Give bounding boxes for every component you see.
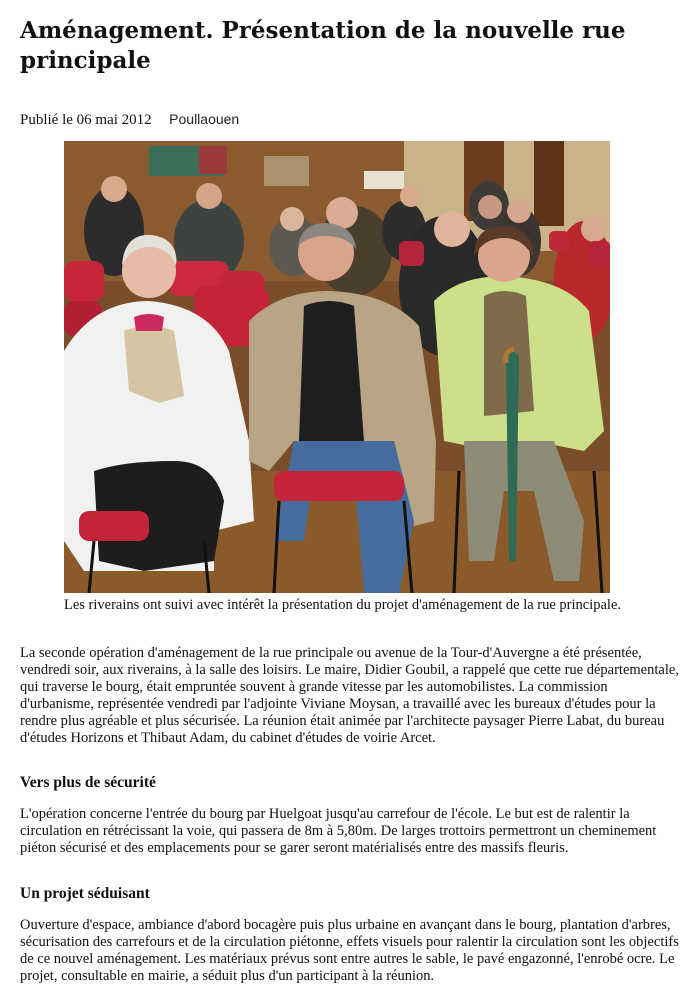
section-paragraph: Ouverture d'espace, ambiance d'abord bocagère puis plus urbaine en avançant dans le bourg, plantation d'arbres, sécurisation des carrefours et de la circulation piétonne, effets visuels pour ralentir la circulation sont les objectifs de ce nouvel aménagement. Les matériaux prévus sont entre autres le sable, le pavé engazonné, l'enrobé ocre. Le projet, consultable en mairie, a séduit plus d'un participant à la réunion. <box>20 917 679 984</box>
section-security-body <box>20 806 680 857</box>
article-title: Aménagement. Présentation de la nouvelle rue principale <box>20 17 626 74</box>
intro-paragraph: La seconde opération d'aménagement de la rue principale ou avenue de la Tour-d'Auvergne a été présentée, vendredi soir, aux riverains, à la salle des loisirs. Le maire, Didier Goubil, a rappelé que cette rue départementale, qui traverse le bourg, était empruntée souvent à grande vitesse par les automobilistes. La commission d'urbanisme, représentée vendredi par l'adjointe Viviane Moysan, a travaillé avec les bureaux d'études pour la rendre plus agréable et plus sécurisée. La réunion était animée par l'architecte paysager Pierre Labat, du bureau d'études Horizons et Thibaut Adam, du cabinet d'études de voirie Arcet. <box>20 645 679 746</box>
article-meta <box>20 110 239 130</box>
photo-caption: Les riverains ont suivi avec intérêt la présentation du projet d'aménagement de la rue principale. <box>64 597 622 613</box>
section-security <box>20 773 680 793</box>
article-body <box>20 645 680 747</box>
publish-date: Publié le 06 mai 2012 <box>20 112 152 128</box>
section-project-body <box>20 917 680 985</box>
article-location: Poullaouen <box>169 111 240 127</box>
article-photo <box>64 141 610 593</box>
section-heading: Un projet séduisant <box>20 885 150 902</box>
section-heading: Vers plus de sécurité <box>20 774 156 791</box>
section-paragraph: L'opération concerne l'entrée du bourg par Huelgoat jusqu'au carrefour de l'école. Le but est de ralentir la circulation en rétrécissant la voie, qui passera de 8m à 5,80m. De larges trottoirs permettront un cheminement piéton sécurisé et des emplacements pour se garer seront matérialisés entre des massifs fleuris. <box>20 806 657 856</box>
section-project <box>20 884 680 904</box>
